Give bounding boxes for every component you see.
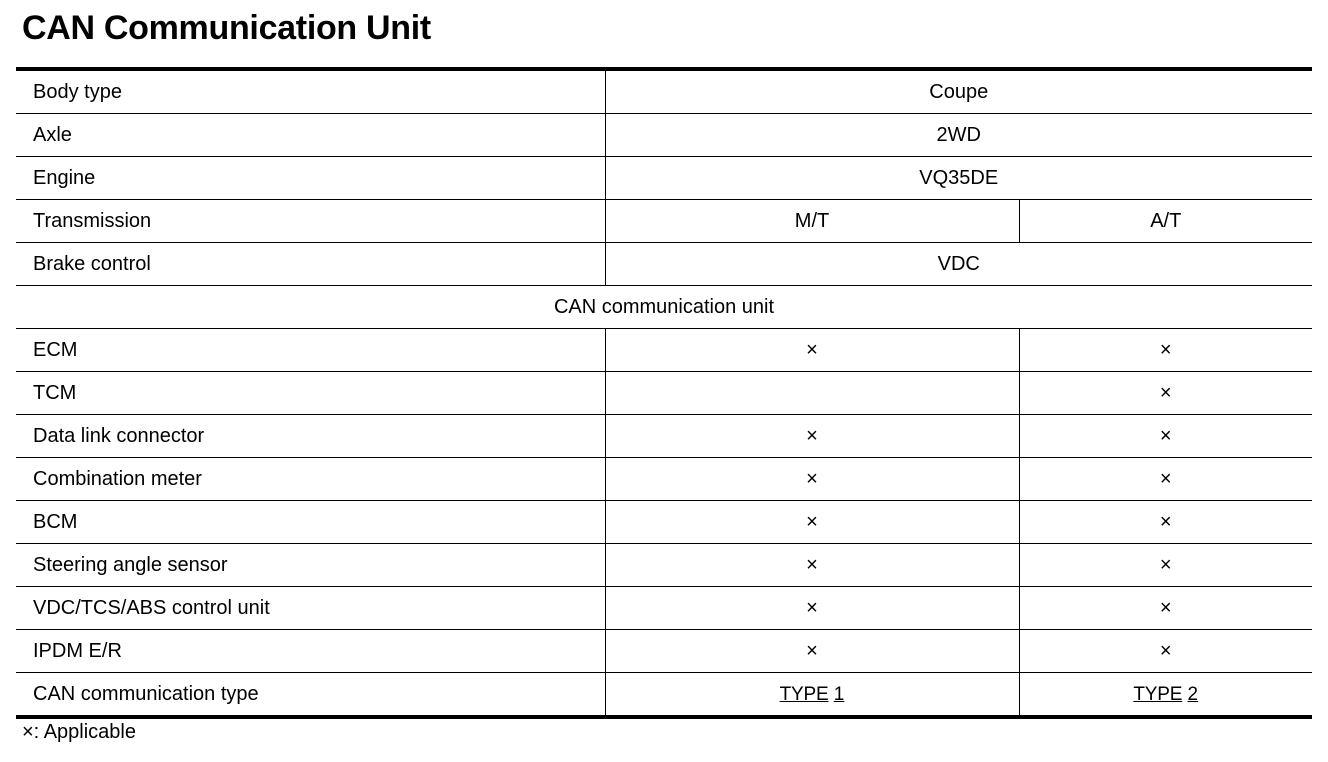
applicable-mark: × xyxy=(806,597,818,619)
unit-at-mark xyxy=(1019,544,1312,587)
unit-mt-mark xyxy=(605,372,1019,415)
transmission-mt: M/T xyxy=(605,200,1019,243)
applicable-mark: × xyxy=(1159,511,1172,533)
type-number: 2 xyxy=(1187,683,1199,705)
type-word: TYPE xyxy=(779,683,829,705)
applicable-mark: × xyxy=(1159,425,1172,447)
type-2-link[interactable] xyxy=(1133,685,1198,705)
unit-label: Data link connector xyxy=(16,415,605,458)
section-header: CAN communication unit xyxy=(16,286,1312,329)
table-row xyxy=(16,501,1312,544)
unit-mt-mark xyxy=(605,587,1019,630)
row-engine xyxy=(16,157,1312,200)
unit-mt-mark xyxy=(605,415,1019,458)
table-row xyxy=(16,630,1312,673)
applicable-mark: × xyxy=(806,554,818,576)
unit-at-mark xyxy=(1019,329,1312,372)
row-brake-control xyxy=(16,243,1312,286)
table-row xyxy=(16,587,1312,630)
unit-at-mark xyxy=(1019,458,1312,501)
unit-label: TCM xyxy=(16,372,605,415)
section-header-row xyxy=(16,286,1312,329)
can-unit-table xyxy=(16,67,1312,719)
row-label: Transmission xyxy=(16,200,605,243)
type-word: TYPE xyxy=(1133,683,1183,705)
unit-at-mark xyxy=(1019,587,1312,630)
comm-type-mt xyxy=(605,673,1019,718)
row-value: Coupe xyxy=(605,69,1312,114)
row-label: CAN communication type xyxy=(16,673,605,718)
unit-at-mark xyxy=(1019,372,1312,415)
row-label: Body type xyxy=(16,69,605,114)
row-label: Axle xyxy=(16,114,605,157)
applicable-mark: × xyxy=(1159,640,1172,662)
unit-label: Steering angle sensor xyxy=(16,544,605,587)
applicable-mark: × xyxy=(806,339,818,361)
applicable-mark: × xyxy=(1159,597,1172,619)
unit-mt-mark xyxy=(605,630,1019,673)
unit-label: VDC/TCS/ABS control unit xyxy=(16,587,605,630)
row-label: Engine xyxy=(16,157,605,200)
page-title: CAN Communication Unit xyxy=(22,9,431,47)
applicable-mark: × xyxy=(1159,468,1172,490)
row-axle xyxy=(16,114,1312,157)
type-1-link[interactable] xyxy=(780,685,845,705)
row-value: VQ35DE xyxy=(605,157,1312,200)
unit-label: Combination meter xyxy=(16,458,605,501)
table-row xyxy=(16,458,1312,501)
applicable-mark: × xyxy=(1159,339,1172,361)
unit-label: ECM xyxy=(16,329,605,372)
legend-note: ×: Applicable xyxy=(22,721,136,743)
unit-label: BCM xyxy=(16,501,605,544)
applicable-mark: × xyxy=(1159,382,1172,404)
unit-mt-mark xyxy=(605,544,1019,587)
unit-label: IPDM E/R xyxy=(16,630,605,673)
row-value: 2WD xyxy=(605,114,1312,157)
table-row xyxy=(16,372,1312,415)
unit-mt-mark xyxy=(605,501,1019,544)
table-row xyxy=(16,544,1312,587)
transmission-at: A/T xyxy=(1019,200,1312,243)
row-label: Brake control xyxy=(16,243,605,286)
applicable-mark: × xyxy=(1159,554,1172,576)
applicable-mark: × xyxy=(806,640,818,662)
applicable-mark: × xyxy=(806,425,818,447)
unit-mt-mark xyxy=(605,458,1019,501)
unit-at-mark xyxy=(1019,630,1312,673)
comm-type-at xyxy=(1019,673,1312,718)
applicable-mark: × xyxy=(806,511,818,533)
unit-mt-mark xyxy=(605,329,1019,372)
type-number: 1 xyxy=(833,683,845,705)
row-transmission xyxy=(16,200,1312,243)
table-row xyxy=(16,329,1312,372)
unit-at-mark xyxy=(1019,415,1312,458)
table-row xyxy=(16,415,1312,458)
applicable-mark: × xyxy=(806,468,818,490)
unit-at-mark xyxy=(1019,501,1312,544)
row-body-type xyxy=(16,69,1312,114)
row-value: VDC xyxy=(605,243,1312,286)
row-comm-type xyxy=(16,673,1312,718)
